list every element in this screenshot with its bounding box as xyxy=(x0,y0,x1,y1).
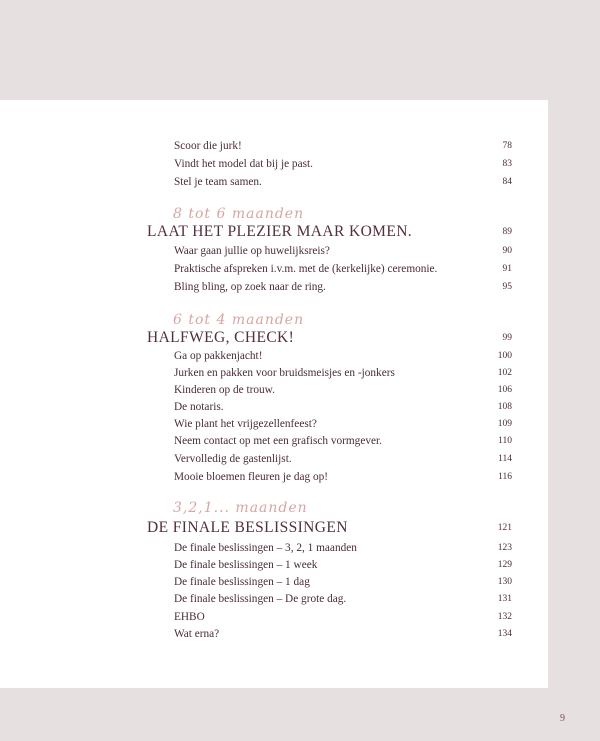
entry-title: Jurken en pakken voor bruidsmeisjes en -jonkers xyxy=(174,367,395,379)
toc-entry[interactable] xyxy=(0,556,600,574)
entry-page: 131 xyxy=(497,594,512,604)
section-heading[interactable] xyxy=(147,328,600,348)
heading-title: DE FINALE BESLISSINGEN xyxy=(147,519,348,536)
section-heading[interactable] xyxy=(147,518,600,538)
entry-title: Wie plant het vrijgezellenfeest? xyxy=(174,418,317,430)
page-number: 9 xyxy=(560,713,565,724)
toc-entry[interactable] xyxy=(0,364,600,382)
section-script-label: 8 tot 6 maanden xyxy=(173,206,305,222)
entry-page: 110 xyxy=(498,436,512,446)
entry-page: 116 xyxy=(498,472,512,482)
section-script-label: 6 tot 4 maanden xyxy=(173,312,305,328)
entry-title: Praktische afspreken i.v.m. met de (kerkelijke) ceremonie. xyxy=(174,263,438,275)
toc-entry[interactable] xyxy=(0,573,600,591)
heading-page: 99 xyxy=(502,333,512,343)
toc-entry[interactable] xyxy=(0,381,600,399)
toc-entry[interactable] xyxy=(0,155,600,173)
entry-title: EHBO xyxy=(174,611,205,623)
entry-title: Neem contact op met een grafisch vormgever. xyxy=(174,435,382,447)
toc-entry[interactable] xyxy=(0,260,600,278)
toc-entry[interactable] xyxy=(0,625,600,643)
entry-page: 108 xyxy=(497,402,512,412)
entry-title: De finale beslissingen – De grote dag. xyxy=(174,593,347,605)
entry-title: De finale beslissingen – 1 dag xyxy=(174,576,310,588)
section-script-label: 3,2,1... maanden xyxy=(173,500,308,516)
entry-page: 100 xyxy=(497,351,512,361)
entry-page: 78 xyxy=(502,141,512,151)
entry-title: Wat erna? xyxy=(174,628,220,640)
entry-page: 90 xyxy=(502,246,512,256)
toc-entry[interactable] xyxy=(0,539,600,557)
toc-entry[interactable] xyxy=(0,432,600,450)
entry-page: 132 xyxy=(497,612,512,622)
entry-page: 102 xyxy=(497,368,512,378)
toc-entry[interactable] xyxy=(0,137,600,155)
heading-page: 89 xyxy=(502,227,512,237)
toc-entry[interactable] xyxy=(0,242,600,260)
entry-title: Vervolledig de gastenlijst. xyxy=(174,453,292,465)
entry-title: De notaris. xyxy=(174,401,224,413)
entry-page: 123 xyxy=(497,543,512,553)
entry-title: Bling bling, op zoek naar de ring. xyxy=(174,281,326,293)
entry-page: 134 xyxy=(497,629,512,639)
entry-page: 83 xyxy=(502,159,512,169)
entry-page: 84 xyxy=(502,177,512,187)
toc-entry[interactable] xyxy=(0,590,600,608)
toc-entry[interactable] xyxy=(0,450,600,468)
toc-entry[interactable] xyxy=(0,347,600,365)
entry-title: Ga op pakkenjacht! xyxy=(174,350,263,362)
toc-entry[interactable] xyxy=(0,608,600,626)
entry-title: Kinderen op de trouw. xyxy=(174,384,275,396)
toc-entry[interactable] xyxy=(0,278,600,296)
toc-entry[interactable] xyxy=(0,398,600,416)
entry-page: 114 xyxy=(498,454,512,464)
entry-title: Mooie bloemen fleuren je dag op! xyxy=(174,471,329,483)
entry-page: 91 xyxy=(502,264,512,274)
toc-entry[interactable] xyxy=(0,468,600,486)
heading-page: 121 xyxy=(497,523,512,533)
heading-title: HALFWEG, CHECK! xyxy=(147,329,295,346)
entry-title: Scoor die jurk! xyxy=(174,140,242,152)
entry-page: 109 xyxy=(497,419,512,429)
entry-title: De finale beslissingen – 1 week xyxy=(174,559,318,571)
entry-page: 129 xyxy=(497,560,512,570)
section-heading[interactable] xyxy=(147,222,600,242)
entry-page: 106 xyxy=(497,385,512,395)
toc-entry[interactable] xyxy=(0,415,600,433)
entry-page: 95 xyxy=(502,282,512,292)
entry-title: Stel je team samen. xyxy=(174,176,262,188)
heading-title: LAAT HET PLEZIER MAAR KOMEN. xyxy=(147,223,413,240)
entry-title: Waar gaan jullie op huwelijksreis? xyxy=(174,245,330,257)
toc-entry[interactable] xyxy=(0,173,600,191)
entry-title: Vindt het model dat bij je past. xyxy=(174,158,313,170)
entry-page: 130 xyxy=(497,577,512,587)
entry-title: De finale beslissingen – 3, 2, 1 maanden xyxy=(174,542,357,554)
